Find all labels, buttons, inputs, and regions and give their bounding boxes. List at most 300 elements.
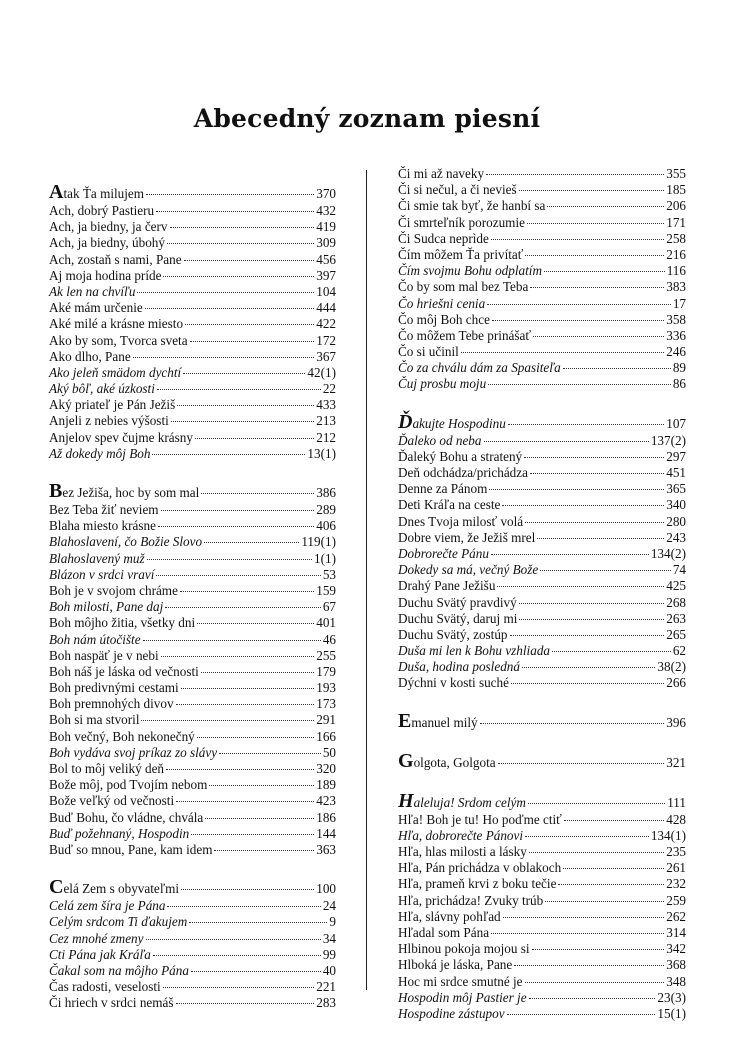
- dot-leader: [209, 785, 314, 786]
- dot-leader: [183, 373, 305, 374]
- page-number: 107: [666, 415, 686, 431]
- page-number: 433: [316, 397, 336, 413]
- song-entry: [49, 583, 336, 599]
- dot-leader: [185, 324, 314, 325]
- song-entry: [398, 643, 686, 659]
- song-entry: [49, 632, 336, 648]
- song-title-text: Buď so mnou, Pane, kam idem: [49, 841, 213, 857]
- page-number: 246: [666, 344, 686, 360]
- song-title: [398, 812, 562, 828]
- dot-leader: [461, 352, 664, 353]
- song-title-text: Čo môžem Tebe prinášať: [398, 327, 532, 343]
- page-number: 370: [316, 186, 336, 201]
- song-entry: [398, 328, 686, 344]
- page-number: 193: [316, 680, 336, 696]
- page-number: 358: [666, 311, 686, 327]
- song-title-text: Dokedy sa má, večný Bože: [398, 562, 539, 578]
- dot-leader: [201, 672, 314, 673]
- song-entry: [398, 198, 686, 214]
- song-entry: [398, 659, 686, 675]
- dot-leader: [507, 1014, 656, 1015]
- song-title: [398, 514, 523, 530]
- song-title-text: Čím môžem Ťa privítať: [398, 246, 524, 262]
- song-title: [49, 268, 161, 284]
- dot-leader: [181, 889, 314, 890]
- song-entry: [49, 365, 336, 381]
- dot-leader: [491, 554, 649, 555]
- dot-leader: [171, 421, 314, 422]
- song-title-text: Či Sudca neprìde: [398, 230, 489, 246]
- song-title: [49, 729, 195, 745]
- page-number: 235: [666, 844, 686, 859]
- song-title: [398, 198, 545, 214]
- page-number: 340: [666, 497, 686, 513]
- song-title: [49, 898, 165, 914]
- page-number: 425: [666, 578, 686, 594]
- song-title: [49, 203, 154, 219]
- song-entry: [398, 627, 686, 643]
- page-number: 444: [316, 300, 336, 316]
- page-number: 232: [666, 876, 686, 892]
- dot-leader: [177, 405, 314, 406]
- song-entry: [398, 546, 686, 562]
- song-title-text: Aj moja hodina príde: [49, 267, 162, 283]
- song-title-text: ez Ježiša, hoc by som mal: [62, 485, 200, 500]
- song-entry: [49, 430, 336, 446]
- section-initial: Ď: [398, 410, 413, 433]
- song-title-text: Čo si učinil: [398, 344, 459, 360]
- song-title-text: Anjelov spev čujme krásny: [49, 429, 193, 445]
- dot-leader: [153, 955, 321, 956]
- song-title-text: Až dokedy môj Boh: [49, 445, 151, 461]
- song-entry: [49, 268, 336, 284]
- song-entry: [49, 777, 336, 793]
- song-entry: [398, 296, 686, 312]
- dot-leader: [525, 522, 664, 523]
- dot-leader: [529, 852, 664, 853]
- song-title: [49, 583, 178, 599]
- page-number: 265: [666, 626, 686, 642]
- song-title-text: Hľa, Pán prichádza v oblakoch: [398, 860, 562, 876]
- song-title: [49, 333, 188, 349]
- song-title-text: Drahý Pane Ježišu: [398, 578, 496, 594]
- dot-leader: [191, 834, 314, 835]
- page-number: 50: [322, 744, 336, 760]
- song-title-text: Či si nečul, a či nevieš: [398, 182, 517, 198]
- song-title: [398, 166, 484, 182]
- song-entry: [398, 231, 686, 247]
- song-title: [398, 360, 561, 376]
- song-title: [49, 615, 195, 631]
- song-title: [398, 215, 525, 231]
- song-entry: [49, 680, 336, 696]
- song-title-text: Boh náš je láska od večnosti: [49, 663, 199, 679]
- dot-leader: [176, 704, 315, 705]
- song-title-text: Blaha miesto krásne: [49, 518, 156, 534]
- song-title: [398, 449, 522, 465]
- song-entry: [49, 446, 336, 462]
- song-title: [49, 181, 145, 203]
- dot-leader: [545, 901, 664, 902]
- page-number: 258: [666, 230, 686, 246]
- song-title-text: Bože veľký od večnosti: [49, 793, 175, 809]
- song-title-text: Aký priateľ je Pán Ježiš: [49, 397, 176, 413]
- song-title-text: Denne za Pánom: [398, 481, 488, 497]
- page-number: 291: [316, 712, 336, 728]
- dot-leader: [143, 640, 321, 641]
- dot-leader: [152, 454, 305, 455]
- song-entry: [49, 300, 336, 316]
- page-number: 99: [322, 946, 336, 962]
- dot-leader: [522, 667, 655, 668]
- page-number: 67: [322, 599, 336, 615]
- dot-leader: [519, 190, 665, 191]
- song-title: [398, 433, 482, 449]
- song-title: [49, 502, 159, 518]
- song-title: [49, 480, 200, 502]
- dot-leader: [197, 737, 314, 738]
- section-initial: G: [398, 749, 414, 772]
- page-number: 368: [666, 957, 686, 973]
- song-entry: [398, 578, 686, 594]
- song-title: [49, 316, 183, 332]
- song-title-text: Ako by som, Tvorca sveta: [49, 332, 188, 348]
- song-title: [49, 235, 165, 251]
- song-entry: [49, 518, 336, 534]
- page-number: 9: [329, 914, 336, 930]
- song-entry: [49, 252, 336, 268]
- song-title-text: Čo by som mal bez Teba: [398, 279, 529, 295]
- song-title-text: Čakal som na môjho Pána: [49, 962, 189, 978]
- song-entry: [49, 761, 336, 777]
- dot-leader: [533, 336, 664, 337]
- song-entry: [49, 397, 336, 413]
- page-number: 401: [316, 615, 336, 631]
- song-title-text: Boh predivnými cestami: [49, 680, 179, 696]
- song-title-text: aleluja! Srdom celým: [413, 794, 526, 810]
- song-entry: [398, 166, 686, 182]
- page-number: 262: [666, 908, 686, 924]
- song-entry: [49, 203, 336, 219]
- song-title: [49, 300, 143, 316]
- song-entry: [398, 860, 686, 876]
- dot-leader: [184, 260, 315, 261]
- song-entry: [49, 316, 336, 332]
- song-entry: [49, 876, 336, 899]
- dot-leader: [527, 223, 664, 224]
- song-entry: [398, 360, 686, 376]
- page-number: 24: [322, 898, 336, 914]
- dot-leader: [564, 820, 664, 821]
- song-entry: [49, 664, 336, 680]
- song-entry: [49, 898, 336, 914]
- dot-leader: [219, 753, 321, 754]
- song-title-text: Ach, ja biedny, ja červ: [49, 219, 168, 235]
- dot-leader: [503, 917, 665, 918]
- dot-leader: [489, 489, 664, 490]
- dot-leader: [156, 211, 314, 212]
- song-entry: [49, 842, 336, 858]
- dot-leader: [204, 542, 299, 543]
- song-entry: [49, 284, 336, 300]
- dot-leader: [486, 174, 664, 175]
- dot-leader: [529, 998, 656, 999]
- song-entry: [398, 449, 686, 465]
- page-number: 40: [322, 962, 336, 978]
- song-title: [398, 497, 500, 513]
- page-number: 432: [316, 203, 336, 218]
- dot-leader: [147, 559, 312, 560]
- page-number: 396: [666, 714, 686, 730]
- song-title-text: Hlbinou pokoja mojou si: [398, 941, 530, 957]
- song-entry: [398, 876, 686, 892]
- page-number: 261: [666, 860, 686, 876]
- song-title: [398, 828, 523, 844]
- song-title-text: Bez Teba žiť neviem: [49, 502, 159, 517]
- song-title: [49, 632, 141, 648]
- dot-leader: [197, 623, 314, 624]
- page-number: 189: [316, 777, 336, 793]
- dot-leader: [544, 271, 665, 272]
- song-title-text: Boh premnohých divov: [49, 696, 174, 712]
- page-number: 280: [666, 513, 686, 529]
- song-title: [398, 1006, 505, 1022]
- song-entry: [49, 181, 336, 203]
- song-title: [49, 349, 131, 365]
- song-title-text: elá Zem s obyvateľmi: [63, 881, 180, 897]
- song-entry: [49, 995, 336, 1011]
- song-title-text: Či mi až naveky: [398, 166, 485, 181]
- song-title: [49, 365, 181, 381]
- page-number: 243: [666, 529, 686, 545]
- section-initial: E: [398, 709, 412, 732]
- song-title-text: olgota, Golgota: [413, 754, 496, 770]
- page-number: 456: [316, 251, 336, 267]
- dot-leader: [214, 850, 314, 851]
- song-entry: [49, 413, 336, 429]
- page-number: 206: [666, 198, 686, 214]
- dot-leader: [511, 683, 664, 684]
- song-title-text: tak Ťa milujem: [63, 186, 145, 201]
- song-entry: [398, 909, 686, 925]
- page-number: 137(2): [650, 432, 686, 448]
- song-title: [398, 376, 486, 392]
- song-entry: [398, 263, 686, 279]
- dot-leader: [166, 769, 314, 770]
- song-entry: [49, 480, 336, 502]
- dot-leader: [484, 441, 649, 442]
- song-title-text: Ach, ja biedny, úbohý: [49, 235, 165, 251]
- song-title-text: Boh je v svojom chráme: [49, 582, 178, 598]
- dot-leader: [497, 586, 664, 587]
- page-number: 166: [316, 728, 336, 744]
- dot-leader: [161, 510, 315, 511]
- song-entry: [398, 1006, 686, 1022]
- song-title: [398, 627, 508, 643]
- song-entry: [398, 410, 686, 433]
- song-title: [398, 546, 489, 562]
- song-title-text: Duchu Svätý, daruj mi: [398, 610, 518, 626]
- song-title: [49, 777, 207, 793]
- song-title-text: Blahoslavený muž: [49, 550, 145, 566]
- song-title: [398, 990, 527, 1006]
- page-number: 283: [316, 995, 336, 1011]
- page-number: 289: [316, 502, 336, 517]
- song-title-text: Buď požehnaný, Hospodin: [49, 825, 190, 841]
- page-number: 23(3): [657, 989, 686, 1005]
- dot-leader: [525, 982, 665, 983]
- song-title-text: Hľa, prameň krvi z boku tečie: [398, 876, 557, 892]
- dot-leader: [491, 239, 664, 240]
- page-number: 185: [666, 182, 686, 198]
- dot-leader: [540, 570, 671, 571]
- song-title: [398, 296, 485, 312]
- dot-leader: [537, 538, 664, 539]
- song-entry: [49, 599, 336, 615]
- dot-leader: [163, 276, 314, 277]
- song-entry: [49, 931, 336, 947]
- song-title-text: Blahoslavení, čo Božie Slovo: [49, 534, 203, 550]
- page-number: 321: [666, 754, 686, 770]
- song-title-text: Či smrteľník porozumie: [398, 214, 525, 230]
- page-number: 367: [316, 348, 336, 364]
- song-title-text: Duša, hodina posledná: [398, 659, 520, 675]
- song-title-text: Boh nám útočište: [49, 631, 141, 647]
- section-gap: [398, 393, 686, 414]
- song-entry: [398, 709, 686, 732]
- page-number: 386: [316, 485, 336, 500]
- page-number: 336: [666, 327, 686, 343]
- song-entry: [49, 745, 336, 761]
- song-entry: [398, 749, 686, 772]
- song-title: [49, 963, 189, 979]
- song-title: [398, 344, 459, 360]
- page-number: 134(1): [650, 827, 686, 843]
- song-title-text: Ďaleko od neba: [398, 432, 482, 448]
- dot-leader: [170, 227, 315, 228]
- page-number: 74: [672, 562, 686, 578]
- song-entry: [398, 941, 686, 957]
- dot-leader: [558, 884, 664, 885]
- song-title: [398, 876, 556, 892]
- song-entry: [398, 562, 686, 578]
- song-title: [49, 534, 202, 550]
- song-title: [49, 518, 156, 534]
- song-title-text: Hoc mi srdce smutné je: [398, 973, 523, 989]
- page-number: 38(2): [657, 659, 686, 675]
- dot-leader: [157, 389, 321, 390]
- page-number: 397: [316, 267, 336, 283]
- song-title: [49, 995, 174, 1011]
- song-title-text: Celá zem šíra je Pána: [49, 898, 166, 914]
- dot-leader: [563, 368, 671, 369]
- page-number: 89: [672, 360, 686, 376]
- song-title-text: Ďaleký Bohu a stratený: [398, 448, 523, 464]
- section-gap: [398, 692, 686, 713]
- page-number: 116: [666, 263, 686, 279]
- page-number: 263: [666, 610, 686, 626]
- song-title-text: Hľa, dobrorečte Pánovi: [398, 827, 524, 843]
- song-title: [398, 312, 490, 328]
- page-number: 15(1): [657, 1005, 686, 1021]
- page-number: 100: [316, 881, 336, 897]
- song-title-text: Boh vydáva svoj príkaz zo slávy: [49, 744, 218, 760]
- song-title-text: Boh milosti, Pane daj: [49, 599, 164, 615]
- song-title-text: Aké milé a krásne miesto: [49, 316, 184, 332]
- song-title-text: Buď Bohu, čo vládne, chvála: [49, 809, 204, 825]
- song-entry: [49, 349, 336, 365]
- song-title: [398, 789, 526, 812]
- page-number: 46: [322, 631, 336, 647]
- song-title: [398, 925, 489, 941]
- page-number: 172: [316, 332, 336, 348]
- dot-leader: [205, 818, 314, 819]
- song-title-text: Hospodin môj Pastier je: [398, 989, 527, 1005]
- song-title-text: Blázon v srdci vraví: [49, 566, 155, 582]
- dot-leader: [145, 308, 314, 309]
- song-title: [398, 941, 530, 957]
- song-entry: [49, 381, 336, 397]
- dot-leader: [487, 304, 671, 305]
- song-title: [398, 595, 517, 611]
- song-title-text: Bol to môj veliký deň: [49, 761, 165, 776]
- song-entry: [49, 712, 336, 728]
- page-number: 159: [316, 582, 336, 598]
- page-number: 86: [672, 376, 686, 392]
- song-title-text: Hospodine zástupov: [398, 1005, 505, 1021]
- dot-leader: [519, 619, 664, 620]
- song-title-text: Čas radosti, veselosti: [49, 979, 161, 995]
- song-title-text: manuel milý: [411, 714, 478, 730]
- song-entry: [49, 219, 336, 235]
- dot-leader: [167, 243, 314, 244]
- song-title: [49, 842, 212, 858]
- dot-leader: [508, 424, 664, 425]
- song-title: [398, 611, 517, 627]
- song-title: [49, 979, 161, 995]
- page-number: 419: [316, 219, 336, 235]
- song-entry: [49, 729, 336, 745]
- dot-leader: [491, 933, 664, 934]
- dot-leader: [502, 505, 664, 506]
- song-entry: [398, 465, 686, 481]
- song-title: [49, 876, 180, 899]
- song-title: [49, 219, 168, 235]
- song-entry: [49, 648, 336, 664]
- song-entry: [49, 826, 336, 842]
- dot-leader: [524, 457, 664, 458]
- song-title: [49, 947, 151, 963]
- song-title-text: Dobrorečte Pánu: [398, 545, 489, 561]
- song-entry: [49, 534, 336, 550]
- dot-leader: [165, 607, 321, 608]
- dot-leader: [201, 493, 314, 494]
- page-number: 134(2): [650, 545, 686, 561]
- song-title-text: Dnes Tvoja milosť volá: [398, 513, 524, 529]
- page-number: 186: [316, 809, 336, 825]
- page-number: 179: [316, 663, 336, 679]
- song-title-text: Aké mám určenie: [49, 300, 143, 316]
- song-title: [49, 931, 144, 947]
- page-number: 309: [316, 235, 336, 251]
- song-title-text: Či hriech v srdci nemáš: [49, 995, 174, 1011]
- song-entry: [398, 481, 686, 497]
- left-column: [49, 181, 336, 1011]
- dot-leader: [530, 473, 664, 474]
- song-title: [398, 643, 550, 659]
- song-entry: [49, 567, 336, 583]
- song-title: [398, 860, 561, 876]
